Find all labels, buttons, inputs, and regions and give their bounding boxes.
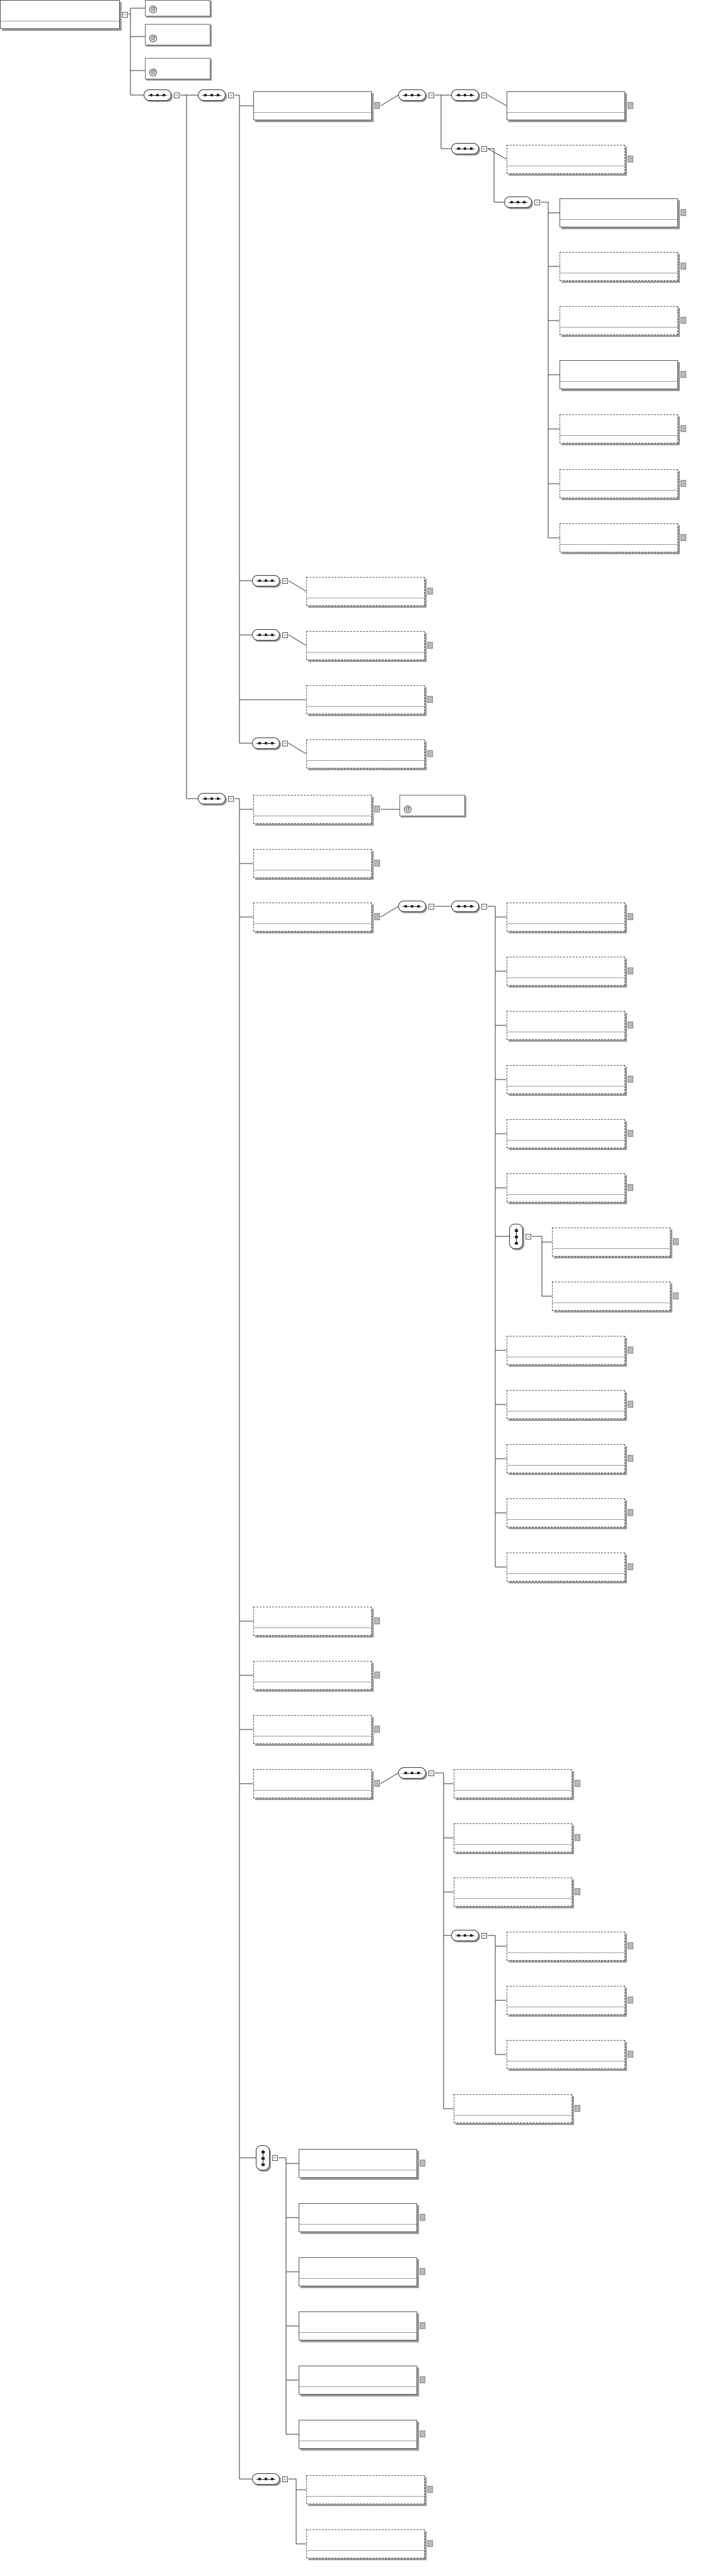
sequence-compositor[interactable] — [252, 2473, 287, 2485]
element-fromDateTime[interactable] — [253, 1607, 372, 1636]
collapse-toggle-icon[interactable]: − — [482, 903, 486, 909]
element-expiryTimestamp[interactable] — [560, 414, 678, 443]
expand-icon[interactable] — [374, 1726, 380, 1733]
namespace-label — [1, 21, 119, 30]
collapse-toggle-icon[interactable]: − — [229, 92, 233, 98]
collapse-toggle-icon[interactable]: − — [283, 740, 287, 746]
attribute-name — [149, 35, 159, 42]
namespace-label — [454, 2115, 572, 2124]
element-reportContents[interactable] — [253, 1769, 372, 1798]
sequence-compositor[interactable] — [252, 738, 287, 749]
element-amendment[interactable] — [299, 2203, 417, 2232]
sequence-compositor[interactable] — [252, 629, 287, 641]
expand-icon[interactable] — [628, 1076, 633, 1083]
collapse-toggle-icon[interactable]: − — [283, 578, 287, 584]
expand-icon[interactable] — [420, 2376, 425, 2383]
connector-line — [289, 635, 306, 646]
element-sentBy[interactable] — [560, 198, 678, 227]
expand-icon[interactable] — [575, 1780, 580, 1787]
element-increase[interactable] — [299, 2257, 417, 2286]
namespace-label — [454, 1898, 572, 1907]
element-timing[interactable] — [507, 1173, 625, 1202]
collapse-toggle-icon[interactable]: − — [175, 92, 179, 98]
expand-icon[interactable] — [628, 102, 633, 109]
namespace-label — [299, 2332, 417, 2341]
connector-line — [289, 743, 306, 754]
root-element-eventActivityReport[interactable] — [0, 0, 127, 29]
namespace-label — [254, 1682, 371, 1690]
expand-icon[interactable] — [427, 588, 433, 595]
connector-line — [488, 95, 507, 106]
expand-icon[interactable] — [628, 967, 633, 974]
namespace-label — [307, 2496, 424, 2505]
element-submissionsComplete[interactable] — [253, 1715, 372, 1744]
namespace-label — [454, 1844, 572, 1853]
attribute-fpmlVersion[interactable] — [145, 0, 210, 16]
collapse-toggle-icon[interactable]: − — [273, 2155, 277, 2161]
sequence-compositor[interactable] — [451, 143, 486, 154]
element-valuationDate[interactable] — [507, 1444, 625, 1473]
sequence-compositor[interactable] — [451, 901, 486, 912]
attribute-icon: @ — [405, 806, 411, 812]
expand-icon[interactable] — [628, 1563, 633, 1570]
namespace-label — [507, 1519, 624, 1528]
element-exchangeId[interactable] — [552, 1282, 670, 1311]
element-quotationCharacteristics[interactable] — [253, 903, 372, 932]
element-expiryTime[interactable] — [507, 1498, 625, 1527]
namespace-label — [560, 490, 677, 499]
collapse-toggle-icon[interactable]: − — [535, 199, 539, 205]
namespace-label — [254, 816, 371, 824]
collapse-toggle-icon[interactable]: − — [283, 632, 287, 638]
namespace-label — [299, 2170, 417, 2179]
expand-icon[interactable] — [628, 156, 633, 162]
namespace-label — [254, 1627, 371, 1636]
element-sendTo[interactable] — [560, 252, 678, 281]
namespace-label — [307, 760, 424, 769]
namespace-label — [299, 2224, 417, 2233]
expand-icon[interactable] — [628, 913, 633, 920]
namespace-label — [507, 2061, 624, 2070]
sequence-compositor[interactable] — [144, 89, 179, 101]
choice-compositor[interactable] — [509, 1224, 531, 1249]
expand-icon[interactable] — [681, 425, 686, 432]
expand-icon[interactable] — [374, 1672, 380, 1678]
sequence-compositor[interactable] — [398, 1767, 434, 1779]
namespace-label — [560, 219, 677, 228]
element-novation[interactable] — [299, 2366, 417, 2395]
expand-icon[interactable] — [374, 1617, 380, 1624]
expand-icon[interactable] — [628, 1509, 633, 1516]
namespace-label — [560, 327, 677, 336]
namespace-label — [507, 1411, 624, 1420]
element-dataSetName[interactable] — [253, 849, 372, 878]
element-assetClass[interactable] — [507, 2040, 625, 2069]
namespace-label — [299, 2441, 417, 2449]
element-partyReference[interactable] — [454, 1769, 572, 1798]
element-Signature[interactable] — [560, 523, 678, 552]
sequence-compositor[interactable] — [504, 197, 539, 208]
namespace-label — [299, 2278, 417, 2287]
element-correlationId[interactable] — [306, 631, 425, 660]
element-toDateTime[interactable] — [253, 1661, 372, 1690]
namespace-label — [507, 2007, 624, 2015]
expand-icon[interactable] — [628, 1401, 633, 1408]
expand-icon[interactable] — [681, 371, 686, 378]
element-side[interactable] — [507, 1011, 625, 1040]
namespace-label — [254, 1736, 371, 1745]
element-measureType[interactable] — [507, 903, 625, 932]
element-currency[interactable] — [507, 1065, 625, 1094]
element-creationTimestamp[interactable] — [560, 360, 678, 389]
namespace-label — [553, 1248, 670, 1257]
expand-icon[interactable] — [427, 750, 433, 757]
collapse-toggle-icon[interactable]: − — [526, 1233, 531, 1240]
expand-icon[interactable] — [628, 1022, 633, 1029]
element-header[interactable] — [253, 91, 372, 120]
attribute-id[interactable] — [399, 795, 465, 816]
connector-line — [289, 581, 306, 591]
attribute-name — [149, 6, 159, 13]
element-messageId[interactable] — [507, 91, 625, 120]
sequence-compositor[interactable] — [398, 89, 434, 101]
expand-icon[interactable] — [628, 1347, 633, 1354]
collapse-toggle-icon[interactable]: − — [283, 2476, 287, 2482]
sequence-compositor[interactable] — [451, 1930, 486, 1941]
element-copyTo[interactable] — [560, 306, 678, 335]
namespace-label — [507, 1194, 624, 1203]
namespace-label — [560, 544, 677, 553]
namespace-label — [553, 1302, 670, 1311]
element-accountReference[interactable] — [454, 1823, 572, 1852]
namespace-label — [254, 1790, 371, 1799]
element-additionalEvent[interactable] — [299, 2420, 417, 2449]
element-businessCenter[interactable] — [552, 1228, 670, 1257]
namespace-label — [307, 652, 424, 661]
expand-icon[interactable] — [420, 2322, 425, 2329]
choice-compositor[interactable] — [256, 2145, 277, 2170]
sequence-compositor[interactable] — [252, 575, 287, 586]
expand-icon[interactable] — [628, 1184, 633, 1191]
namespace-label — [507, 923, 624, 932]
namespace-label — [507, 1086, 624, 1095]
expand-icon[interactable] — [427, 2486, 433, 2493]
expand-icon[interactable] — [628, 2051, 633, 2058]
collapse-toggle-icon[interactable]: − — [229, 795, 233, 802]
attribute-expectedBuild[interactable] — [145, 24, 210, 45]
element-onBehalfOf[interactable] — [306, 739, 425, 768]
expand-icon[interactable] — [420, 2431, 425, 2437]
expand-icon[interactable] — [374, 860, 380, 867]
collapse-toggle-icon[interactable]: − — [429, 1770, 434, 1776]
attribute-icon: @ — [150, 69, 156, 75]
expand-icon[interactable] — [374, 806, 380, 812]
namespace-label — [454, 1790, 572, 1799]
namespace-label — [507, 112, 624, 121]
expand-icon[interactable] — [628, 1130, 633, 1137]
expand-icon[interactable] — [575, 1834, 580, 1841]
expand-icon[interactable] — [628, 1455, 633, 1462]
connector-line — [381, 906, 398, 917]
element-validation[interactable] — [306, 577, 425, 606]
expand-icon[interactable] — [681, 534, 686, 541]
expand-icon[interactable] — [427, 696, 433, 703]
namespace-label — [507, 1465, 624, 1474]
sequence-compositor[interactable] — [198, 793, 233, 804]
namespace-label — [307, 598, 424, 607]
connector-line — [381, 1773, 398, 1784]
element-inReplyTo[interactable] — [507, 145, 625, 174]
namespace-label — [560, 381, 677, 390]
collapse-toggle-icon[interactable]: − — [429, 903, 434, 909]
expand-icon[interactable] — [374, 1780, 380, 1787]
expand-icon[interactable] — [575, 1888, 580, 1895]
element-trade[interactable] — [299, 2149, 417, 2178]
sequence-compositor[interactable] — [451, 89, 486, 101]
expand-icon[interactable] — [427, 642, 433, 649]
sequence-compositor[interactable] — [398, 901, 434, 912]
element-productType[interactable] — [507, 1932, 625, 1961]
namespace-label — [507, 1952, 624, 1961]
expand-icon[interactable] — [628, 1997, 633, 2003]
namespace-label — [307, 2550, 424, 2559]
expand-icon[interactable] — [628, 1942, 633, 1949]
element-time[interactable] — [507, 1390, 625, 1419]
namespace-label — [507, 1032, 624, 1040]
namespace-label — [507, 1357, 624, 1365]
namespace-label — [254, 923, 371, 932]
expand-icon[interactable] — [575, 2105, 580, 2112]
collapse-toggle-icon[interactable]: − — [482, 145, 486, 152]
collapse-toggle-icon[interactable]: − — [123, 11, 127, 18]
expand-icon[interactable] — [681, 480, 686, 487]
expand-icon[interactable] — [420, 2268, 425, 2275]
element-partyMessageInformation[interactable] — [560, 469, 678, 498]
element-productId[interactable] — [507, 1986, 625, 2015]
expand-icon[interactable] — [374, 913, 380, 920]
expand-icon[interactable] — [374, 102, 380, 109]
attribute-name — [149, 69, 159, 76]
namespace-label — [507, 977, 624, 986]
element-category[interactable] — [454, 1878, 572, 1906]
element-quoteUnits[interactable] — [507, 957, 625, 986]
sequence-compositor[interactable] — [198, 89, 233, 101]
element-informationSource[interactable] — [507, 1336, 625, 1365]
attribute-icon: @ — [150, 35, 156, 41]
expand-icon[interactable] — [427, 2540, 433, 2547]
expand-icon[interactable] — [420, 2214, 425, 2221]
expand-icon[interactable] — [681, 317, 686, 324]
namespace-label — [560, 435, 677, 444]
element-asOfDate[interactable] — [253, 795, 372, 824]
namespace-label — [560, 273, 677, 282]
element-currencyType[interactable] — [507, 1119, 625, 1148]
expand-icon[interactable] — [673, 1292, 679, 1299]
connector-line — [381, 95, 398, 106]
element-account[interactable] — [306, 2529, 425, 2558]
connector-line — [488, 149, 507, 159]
expand-icon[interactable] — [681, 209, 686, 216]
namespace-label — [507, 1140, 624, 1149]
collapse-toggle-icon[interactable]: − — [429, 92, 434, 98]
collapse-toggle-icon[interactable]: − — [482, 92, 486, 98]
attribute-icon: @ — [150, 6, 156, 12]
element-queryPortfolio[interactable] — [454, 2094, 572, 2123]
element-sequenceNumber[interactable] — [306, 685, 425, 714]
expand-icon[interactable] — [681, 263, 686, 270]
attribute-actualBuild[interactable] — [145, 58, 210, 79]
element-termination[interactable] — [299, 2311, 417, 2340]
namespace-label — [307, 706, 424, 715]
namespace-label — [299, 2386, 417, 2395]
element-cashflowType[interactable] — [507, 1553, 625, 1582]
attribute-name — [404, 806, 413, 813]
namespace-label — [254, 112, 371, 121]
expand-icon[interactable] — [420, 2160, 425, 2167]
namespace-label — [254, 870, 371, 879]
element-party[interactable] — [306, 2475, 425, 2504]
collapse-toggle-icon[interactable]: − — [482, 1932, 486, 1939]
expand-icon[interactable] — [673, 1238, 679, 1245]
namespace-label — [507, 1573, 624, 1582]
namespace-label — [507, 166, 624, 174]
